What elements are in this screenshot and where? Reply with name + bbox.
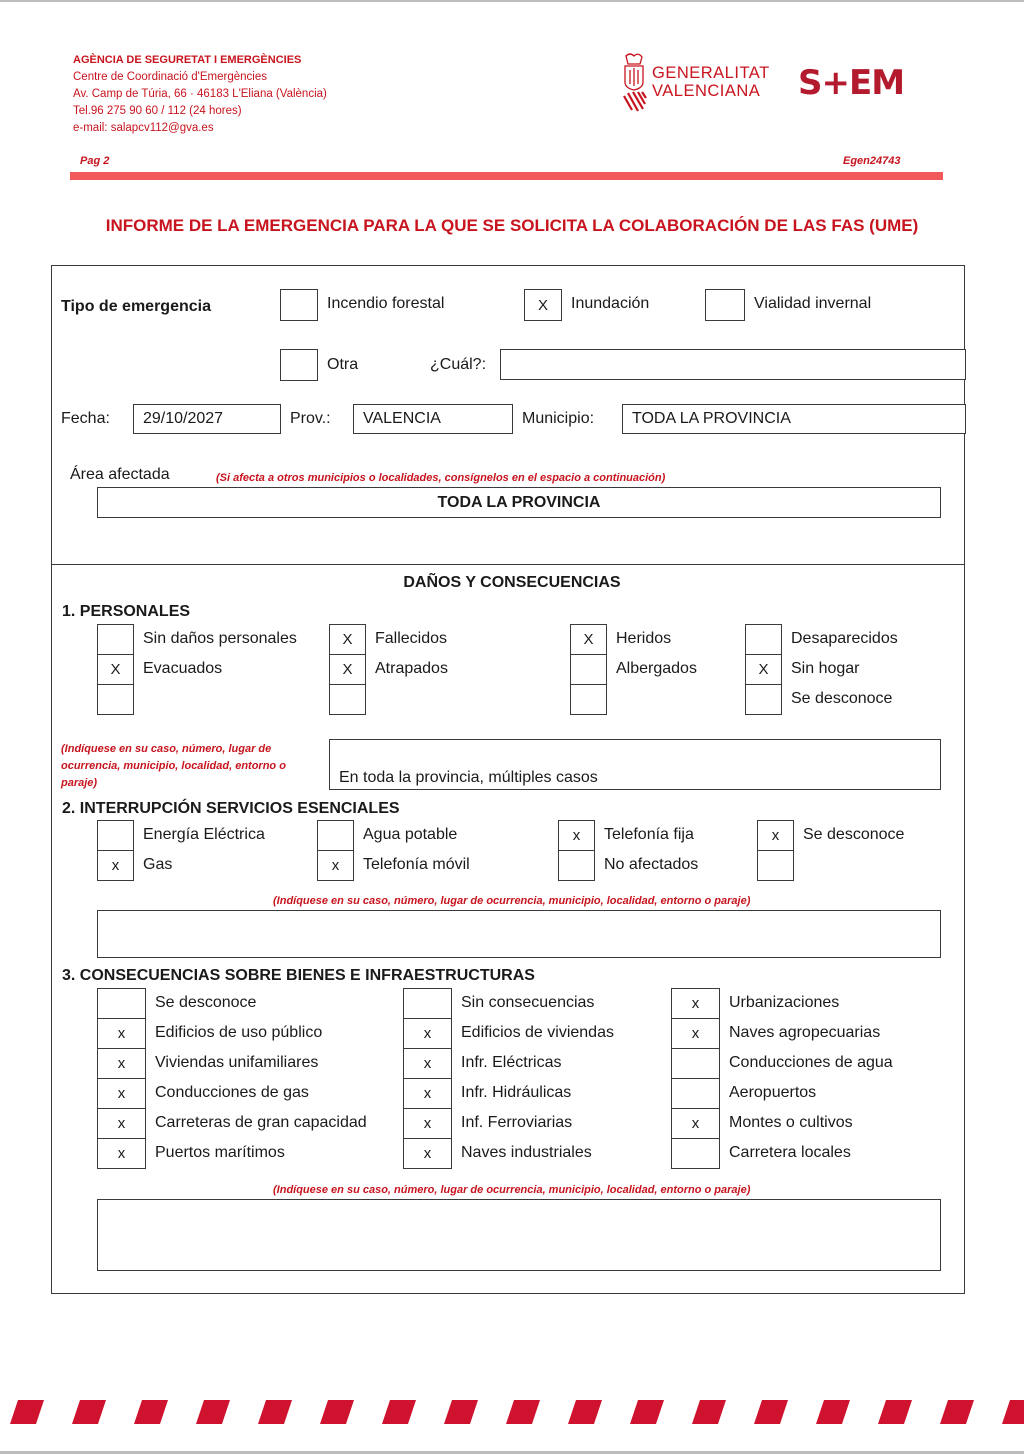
header-divider-bar: [70, 172, 943, 180]
personal-checkbox[interactable]: [97, 624, 134, 655]
sem-logo: S+EM: [798, 63, 905, 103]
logo-line-1: GENERALITAT: [652, 64, 770, 82]
option-label-incendio-forestal: Incendio forestal: [327, 295, 445, 312]
checkbox-vialidad-invernal[interactable]: [705, 289, 745, 321]
personal-checkbox[interactable]: X: [97, 654, 134, 685]
footer-stripe: [878, 1400, 912, 1424]
infrastructure-option-label: Montes o cultivos: [729, 1114, 853, 1131]
personal-option-label: Fallecidos: [375, 630, 448, 647]
infrastructure-option-label: Naves industriales: [461, 1144, 592, 1161]
infrastructure-checkbox[interactable]: x: [97, 1048, 146, 1079]
personal-checkbox[interactable]: X: [329, 654, 366, 685]
infrastructure-option-label: Infr. Eléctricas: [461, 1054, 562, 1071]
footer-stripe: [1002, 1400, 1024, 1424]
footer-stripe: [506, 1400, 540, 1424]
infrastructure-checkbox[interactable]: x: [97, 1108, 146, 1139]
area-hint: (Si afecta a otros municipios o localidades, consígnelos en el espacio a continuación): [216, 472, 666, 484]
infrastructure-checkbox[interactable]: [403, 988, 452, 1019]
footer-stripe: [72, 1400, 106, 1424]
personal-checkbox[interactable]: [570, 684, 607, 715]
services-option-label: Telefonía móvil: [363, 856, 470, 873]
infrastructure-hint: (Indíquese en su caso, número, lugar de ocurrencia, municipio, localidad, entorno o paraje): [273, 1184, 751, 1196]
municipio-input[interactable]: TODA LA PROVINCIA: [622, 404, 966, 434]
option-label-vialidad-invernal: Vialidad invernal: [754, 295, 872, 312]
agency-address: Av. Camp de Túria, 66 · 46183 L'Eliana (València): [73, 88, 327, 100]
infrastructure-option-label: Conducciones de agua: [729, 1054, 893, 1071]
infrastructure-checkbox[interactable]: x: [671, 1018, 720, 1049]
services-checkbox[interactable]: x: [558, 820, 595, 851]
footer-stripe: [382, 1400, 416, 1424]
logo-line-2: VALENCIANA: [652, 82, 761, 100]
infrastructure-checkbox[interactable]: [671, 1048, 720, 1079]
personal-section-title: 1. PERSONALES: [62, 603, 191, 620]
section-divider: [51, 564, 965, 565]
infrastructure-checkbox[interactable]: x: [403, 1108, 452, 1139]
services-checkbox[interactable]: x: [97, 850, 134, 881]
services-checkbox[interactable]: [757, 850, 794, 881]
infrastructure-option-label: Carretera locales: [729, 1144, 851, 1161]
personal-option-label: Atrapados: [375, 660, 448, 677]
generalitat-shield-icon: [620, 52, 648, 114]
personal-checkbox[interactable]: X: [745, 654, 782, 685]
infrastructure-checkbox[interactable]: x: [671, 1108, 720, 1139]
checkbox-incendio-forestal[interactable]: [280, 289, 318, 321]
services-checkbox[interactable]: x: [757, 820, 794, 851]
infrastructure-checkbox[interactable]: [671, 1138, 720, 1169]
footer-stripe: [940, 1400, 974, 1424]
footer-stripe: [320, 1400, 354, 1424]
footer-stripe: [568, 1400, 602, 1424]
services-section-title: 2. INTERRUPCIÓN SERVICIOS ESENCIALES: [62, 800, 400, 817]
fecha-input[interactable]: 29/10/2027: [133, 404, 281, 434]
footer-stripe: [754, 1400, 788, 1424]
personal-checkbox[interactable]: [745, 684, 782, 715]
footer-stripe: [444, 1400, 478, 1424]
infrastructure-checkbox[interactable]: [671, 1078, 720, 1109]
infrastructure-option-label: Edificios de uso público: [155, 1024, 323, 1041]
cual-input[interactable]: [500, 349, 966, 380]
services-checkbox[interactable]: [97, 820, 134, 851]
page-number: Pag 2: [80, 155, 110, 167]
infrastructure-option-label: Inf. Ferroviarias: [461, 1114, 573, 1131]
option-label-inundacion: Inundación: [571, 295, 650, 312]
personal-checkbox[interactable]: X: [329, 624, 366, 655]
infrastructure-option-label: Sin consecuencias: [461, 994, 595, 1011]
infrastructure-checkbox[interactable]: x: [403, 1138, 452, 1169]
personal-option-label: Se desconoce: [791, 690, 893, 707]
infrastructure-option-label: Aeropuertos: [729, 1084, 817, 1101]
agency-phone: Tel.96 275 90 60 / 112 (24 hores): [73, 105, 242, 117]
infrastructure-option-label: Puertos marítimos: [155, 1144, 285, 1161]
personal-details-input[interactable]: En toda la provincia, múltiples casos: [329, 739, 941, 790]
services-option-label: Agua potable: [363, 826, 458, 843]
checkbox-inundacion[interactable]: X: [524, 289, 562, 321]
infrastructure-section-title: 3. CONSECUENCIAS SOBRE BIENES E INFRAESTRUCTURAS: [62, 967, 535, 984]
services-option-label: Se desconoce: [803, 826, 905, 843]
generalitat-logo-text: [652, 64, 770, 100]
services-checkbox[interactable]: [317, 820, 354, 851]
services-checkbox[interactable]: x: [317, 850, 354, 881]
personal-checkbox[interactable]: X: [570, 624, 607, 655]
reference-code: Egen24743: [843, 155, 901, 167]
footer-stripe: [692, 1400, 726, 1424]
infrastructure-option-label: Edificios de viviendas: [461, 1024, 614, 1041]
prov-input[interactable]: VALENCIA: [353, 404, 513, 434]
infrastructure-checkbox[interactable]: x: [671, 988, 720, 1019]
personal-hint-line: (Indíquese en su caso, número, lugar de: [61, 743, 272, 755]
checkbox-otra[interactable]: [280, 349, 318, 381]
services-option-label: Energía Eléctrica: [143, 826, 265, 843]
services-option-label: No afectados: [604, 856, 699, 873]
cual-label: ¿Cuál?:: [430, 356, 487, 373]
infrastructure-option-label: Infr. Hidráulicas: [461, 1084, 572, 1101]
personal-option-label: Heridos: [616, 630, 672, 647]
fecha-label: Fecha:: [61, 410, 110, 427]
area-label: Área afectada: [70, 466, 170, 483]
footer-stripe: [816, 1400, 850, 1424]
infrastructure-checkbox[interactable]: x: [97, 1138, 146, 1169]
personal-checkbox[interactable]: [97, 684, 134, 715]
agency-info: [73, 52, 327, 137]
footer-stripe: [630, 1400, 664, 1424]
footer-stripe: [196, 1400, 230, 1424]
infrastructure-checkbox[interactable]: x: [403, 1078, 452, 1109]
personal-option-label: Albergados: [616, 660, 697, 677]
services-details-input[interactable]: [97, 910, 941, 958]
personal-option-label: Evacuados: [143, 660, 223, 677]
footer-stripe-band: [0, 1399, 1024, 1425]
infrastructure-option-label: Se desconoce: [155, 994, 257, 1011]
agency-email: e-mail: salapcv112@gva.es: [73, 122, 214, 134]
top-border: [0, 0, 1024, 2]
agency-name: AGÈNCIA DE SEGURETAT I EMERGÈNCIES: [73, 54, 302, 66]
footer-stripe: [10, 1400, 44, 1424]
infrastructure-option-label: Conducciones de gas: [155, 1084, 309, 1101]
agency-line: Centre de Coordinació d'Emergències: [73, 71, 267, 83]
damages-heading: DAÑOS Y CONSECUENCIAS: [403, 574, 621, 591]
personal-hint: [61, 741, 286, 792]
infrastructure-checkbox[interactable]: x: [403, 1048, 452, 1079]
personal-checkbox[interactable]: [745, 624, 782, 655]
infrastructure-checkbox[interactable]: x: [403, 1018, 452, 1049]
infrastructure-checkbox[interactable]: x: [97, 1078, 146, 1109]
personal-option-label: Sin hogar: [791, 660, 860, 677]
option-label-otra: Otra: [327, 356, 359, 373]
infrastructure-option-label: Carreteras de gran capacidad: [155, 1114, 367, 1131]
personal-hint-line: paraje): [61, 777, 98, 789]
municipio-label: Municipio:: [522, 410, 595, 427]
personal-checkbox[interactable]: [570, 654, 607, 685]
services-option-label: Gas: [143, 856, 173, 873]
personal-option-label: Sin daños personales: [143, 630, 297, 647]
infrastructure-details-input[interactable]: [97, 1199, 941, 1271]
infrastructure-checkbox[interactable]: x: [97, 1018, 146, 1049]
infrastructure-option-label: Viviendas unifamiliares: [155, 1054, 319, 1071]
personal-hint-line: ocurrencia, municipio, localidad, entorno o: [61, 760, 286, 772]
infrastructure-option-label: Urbanizaciones: [729, 994, 840, 1011]
footer-stripe: [258, 1400, 292, 1424]
report-title: INFORME DE LA EMERGENCIA PARA LA QUE SE SOLICITA LA COLABORACIÓN DE LAS FAS (UME): [105, 216, 919, 235]
personal-checkbox[interactable]: [329, 684, 366, 715]
personal-option-label: Desaparecidos: [791, 630, 898, 647]
infrastructure-checkbox[interactable]: [97, 988, 146, 1019]
area-input[interactable]: TODA LA PROVINCIA: [97, 487, 941, 518]
emergency-type-label: Tipo de emergencia: [61, 298, 211, 315]
footer-stripe: [134, 1400, 168, 1424]
prov-label: Prov.:: [290, 410, 331, 427]
services-hint: (Indíquese en su caso, número, lugar de ocurrencia, municipio, localidad, entorno o paraje): [273, 895, 751, 907]
services-option-label: Telefonía fija: [604, 826, 694, 843]
services-checkbox[interactable]: [558, 850, 595, 881]
infrastructure-option-label: Naves agropecuarias: [729, 1024, 881, 1041]
